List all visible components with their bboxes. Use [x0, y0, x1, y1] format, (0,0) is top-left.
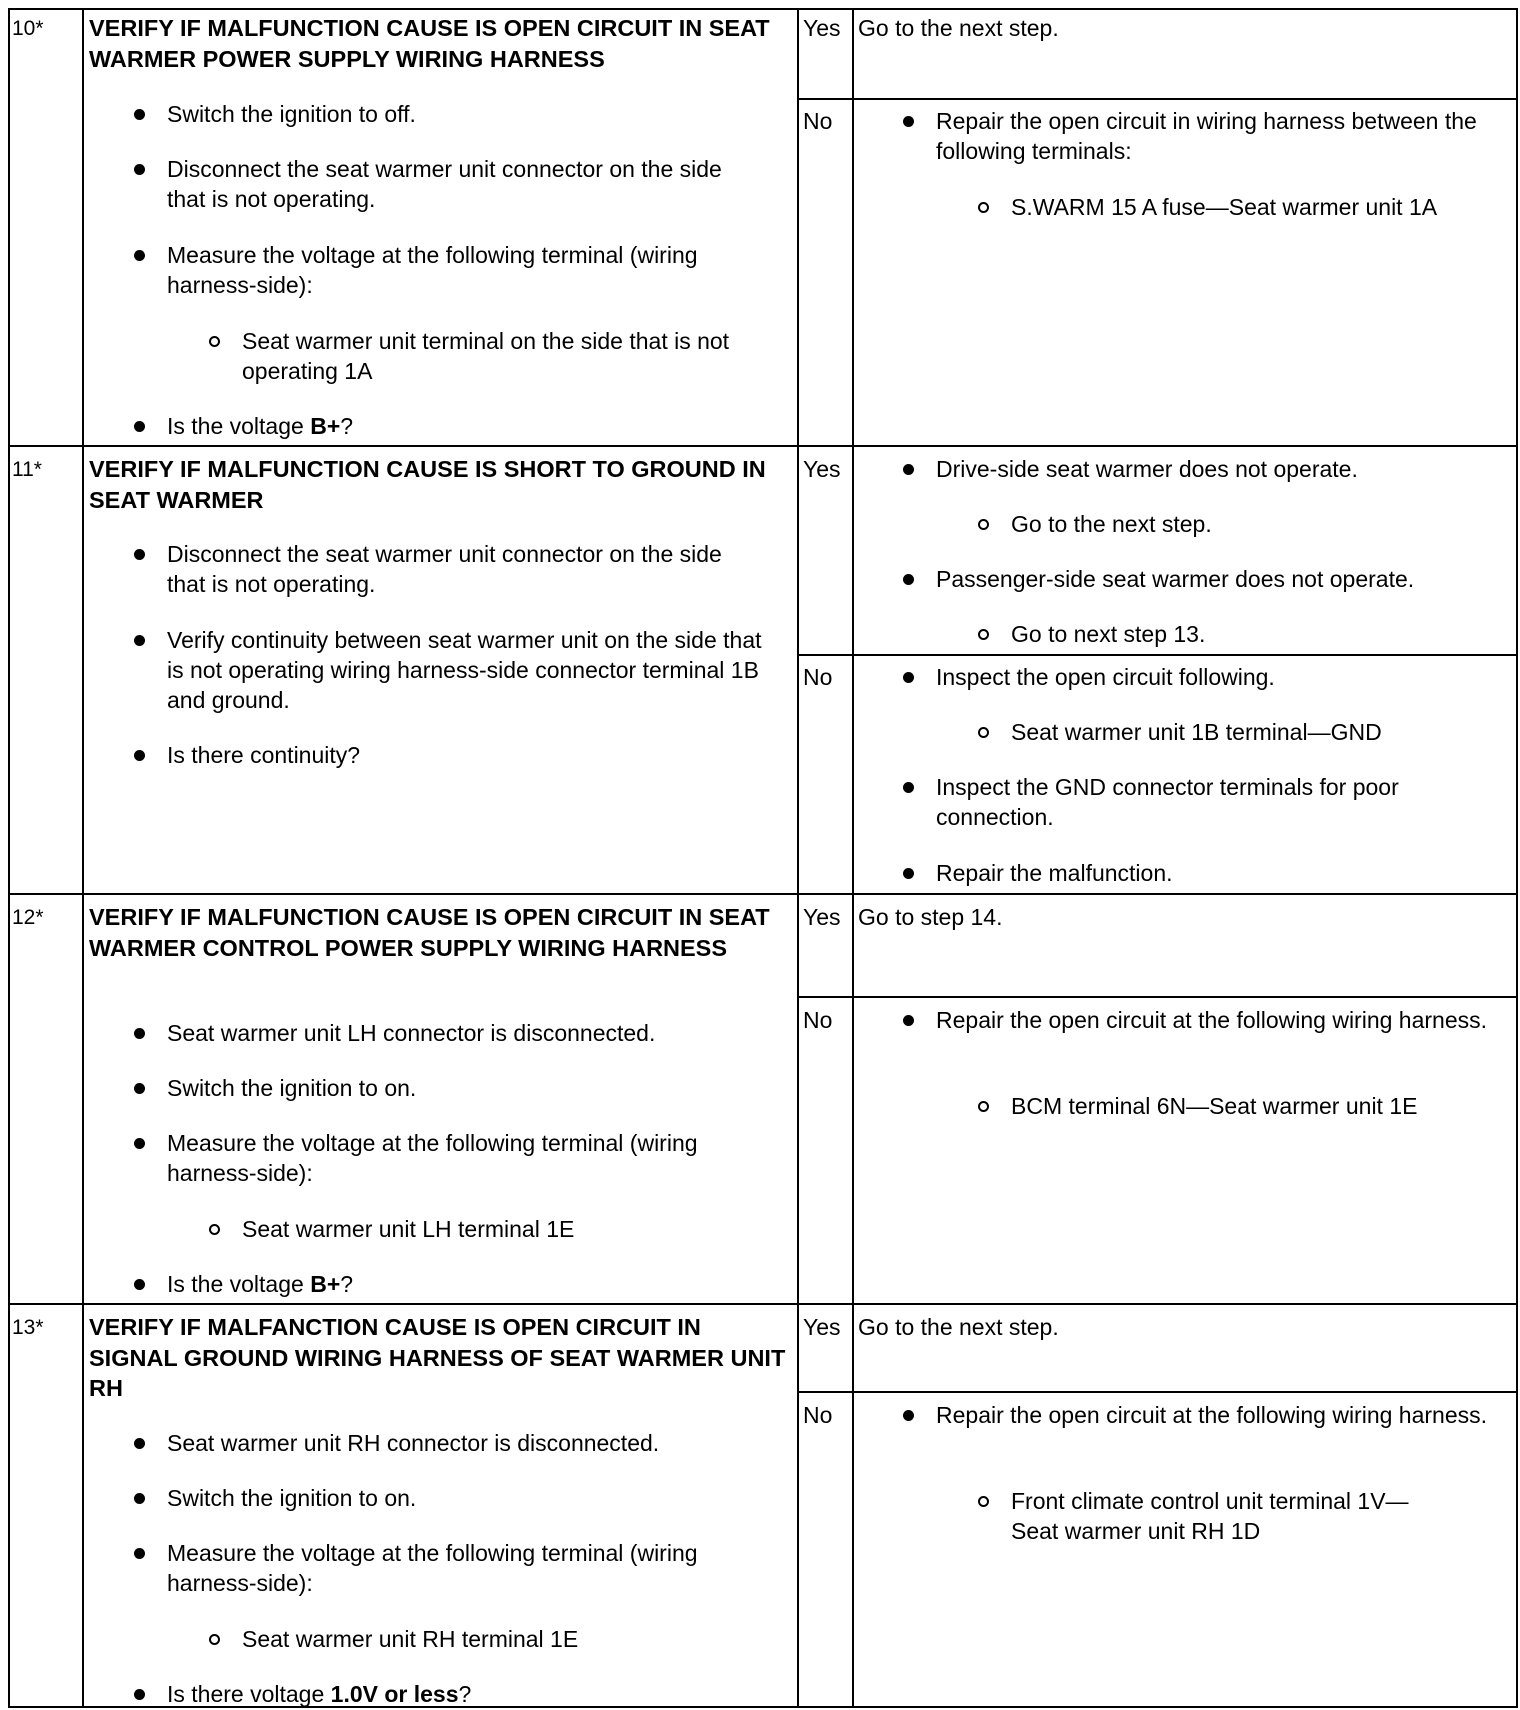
bullet-circle-icon — [209, 1634, 220, 1645]
bullet-circle-icon — [978, 202, 989, 213]
bullet-dot-icon — [134, 109, 145, 120]
bullet-dot-icon — [903, 464, 914, 475]
bullet-circle-icon — [978, 1496, 989, 1507]
action-text: Disconnect the seat warmer unit connector on the side that is not operating. — [167, 541, 722, 597]
yes-sub-bullet-text: Go to the next step. — [1011, 511, 1212, 537]
action-bullet — [134, 1018, 764, 1048]
yes-no-divider — [797, 1391, 1518, 1393]
yes-bullet-text: Passenger-side seat warmer does not operate. — [936, 566, 1415, 592]
yes-label: Yes — [803, 1314, 841, 1340]
bullet-dot-icon — [134, 1438, 145, 1449]
sub-bullet-text: Seat warmer unit terminal on the side that is not operating 1A — [242, 328, 730, 384]
bullet-circle-icon — [978, 519, 989, 530]
bullet-dot-icon — [903, 1015, 914, 1026]
action-text: Measure the voltage at the following terminal (wiring harness-side): — [167, 1130, 698, 1186]
action-text: Seat warmer unit LH connector is disconnected. — [167, 1020, 656, 1046]
no-bullet — [903, 1005, 1503, 1035]
no-bullet — [903, 858, 1503, 888]
no-bullet-text: Inspect the GND connector terminals for poor connection. — [936, 774, 1399, 830]
no-bullet-text: Inspect the open circuit following. — [936, 664, 1275, 690]
yes-no-divider — [797, 98, 1518, 100]
action-text: Measure the voltage at the following terminal (wiring harness-side): — [167, 1540, 698, 1596]
step-number: 10* — [12, 17, 44, 40]
no-bullet — [903, 106, 1503, 166]
sub-bullet-text: Seat warmer unit RH terminal 1E — [242, 1626, 579, 1652]
yes-no-divider — [797, 654, 1518, 656]
action-bullet — [134, 539, 764, 599]
action-text: Verify continuity between seat warmer unit on the side that is not operating wiring harness-side connector terminal 1B and ground. — [167, 627, 762, 713]
bullet-dot-icon — [134, 1493, 145, 1504]
no-sub-bullet-text: BCM terminal 6N—Seat warmer unit 1E — [1011, 1093, 1418, 1119]
bullet-dot-icon — [134, 1689, 145, 1700]
yes-bullet — [903, 564, 1503, 594]
no-sub-bullet-text: Front climate control unit terminal 1V—Seat warmer unit RH 1D — [1011, 1488, 1409, 1544]
question-text: Is the voltage B+? — [167, 413, 354, 439]
bullet-dot-icon — [903, 116, 914, 127]
bullet-dot-icon — [134, 1138, 145, 1149]
no-label: No — [803, 1007, 833, 1033]
bullet-circle-icon — [978, 629, 989, 640]
no-bullet — [903, 1400, 1503, 1430]
action-text: Switch the ignition to on. — [167, 1075, 417, 1101]
bullet-dot-icon — [903, 672, 914, 683]
step-number: 11* — [12, 458, 42, 481]
no-bullet — [903, 772, 1503, 832]
yes-text: Go to the next step. — [858, 1314, 1059, 1340]
bullet-circle-icon — [209, 336, 220, 347]
action-text: Disconnect the seat warmer unit connector on the side that is not operating. — [167, 156, 722, 212]
yes-bullet-text: Drive-side seat warmer does not operate. — [936, 456, 1358, 482]
bullet-dot-icon — [134, 1028, 145, 1039]
bullet-dot-icon — [134, 549, 145, 560]
sub-bullet — [209, 326, 749, 386]
question-text: Is the voltage B+? — [167, 1271, 354, 1297]
action-text: Is there continuity? — [167, 742, 361, 768]
action-bullet — [134, 740, 764, 770]
action-bullet — [134, 1073, 764, 1103]
bullet-dot-icon — [134, 1279, 145, 1290]
yes-text: Go to step 14. — [858, 904, 1003, 930]
action-bullet — [134, 99, 764, 129]
column-divider-action — [852, 8, 854, 1708]
yes-no-divider — [797, 996, 1518, 998]
question-bullet — [134, 411, 764, 441]
yes-sub-bullet-text: Go to next step 13. — [1011, 621, 1206, 647]
action-bullet — [134, 625, 764, 715]
no-bullet-text: Repair the open circuit in wiring harness between the following terminals: — [936, 108, 1477, 164]
question-bullet — [134, 1269, 764, 1299]
action-text: Switch the ignition to on. — [167, 1485, 417, 1511]
bullet-dot-icon — [134, 1548, 145, 1559]
row-divider — [8, 1303, 1518, 1305]
bullet-circle-icon — [978, 727, 989, 738]
bullet-circle-icon — [978, 1101, 989, 1112]
yes-label: Yes — [803, 904, 841, 930]
action-bullet — [134, 1538, 764, 1598]
bullet-dot-icon — [134, 421, 145, 432]
step-title: VERIFY IF MALFANCTION CAUSE IS OPEN CIRCUIT IN SIGNAL GROUND WIRING HARNESS OF SEAT WARMER UNIT RH — [89, 1314, 786, 1401]
action-bullet — [134, 1128, 764, 1188]
yes-label: Yes — [803, 15, 841, 41]
yes-sub-bullet — [978, 619, 1483, 649]
bullet-circle-icon — [209, 1224, 220, 1235]
no-sub-bullet-text: S.WARM 15 A fuse—Seat warmer unit 1A — [1011, 194, 1438, 220]
no-sub-bullet — [978, 192, 1483, 222]
step-title: VERIFY IF MALFUNCTION CAUSE IS OPEN CIRCUIT IN SEAT WARMER CONTROL POWER SUPPLY WIRING HARNESS — [89, 904, 770, 961]
bullet-dot-icon — [134, 750, 145, 761]
step-number: 13* — [12, 1316, 44, 1339]
action-text: Measure the voltage at the following terminal (wiring harness-side): — [167, 242, 698, 298]
yes-bullet — [903, 454, 1503, 484]
bullet-dot-icon — [903, 868, 914, 879]
no-label: No — [803, 1402, 833, 1428]
bullet-dot-icon — [134, 1083, 145, 1094]
step-title: VERIFY IF MALFUNCTION CAUSE IS OPEN CIRCUIT IN SEAT WARMER POWER SUPPLY WIRING HARNESS — [89, 15, 770, 72]
no-sub-bullet — [978, 717, 1483, 747]
step-title: VERIFY IF MALFUNCTION CAUSE IS SHORT TO GROUND IN SEAT WARMER — [89, 456, 766, 513]
sub-bullet — [209, 1624, 749, 1654]
no-sub-bullet-text: Seat warmer unit 1B terminal—GND — [1011, 719, 1382, 745]
no-bullet-text: Repair the open circuit at the following wiring harness. — [936, 1007, 1488, 1033]
row-divider — [8, 445, 1518, 447]
bullet-dot-icon — [903, 1410, 914, 1421]
no-bullet-text: Repair the malfunction. — [936, 860, 1173, 886]
no-label: No — [803, 664, 833, 690]
action-text: Seat warmer unit RH connector is disconnected. — [167, 1430, 660, 1456]
bullet-dot-icon — [134, 635, 145, 646]
yes-text: Go to the next step. — [858, 15, 1059, 41]
column-divider-result — [797, 8, 799, 1708]
column-divider-step — [82, 8, 84, 1708]
no-sub-bullet — [978, 1091, 1498, 1121]
action-bullet — [134, 1428, 764, 1458]
sub-bullet-text: Seat warmer unit LH terminal 1E — [242, 1216, 575, 1242]
bullet-dot-icon — [903, 574, 914, 585]
step-number: 12* — [12, 906, 44, 929]
action-text: Switch the ignition to off. — [167, 101, 416, 127]
action-bullet — [134, 1483, 764, 1513]
bullet-dot-icon — [903, 782, 914, 793]
sub-bullet — [209, 1214, 749, 1244]
yes-sub-bullet — [978, 509, 1483, 539]
action-bullet — [134, 240, 764, 300]
action-bullet — [134, 154, 764, 214]
question-bullet — [134, 1679, 764, 1709]
no-bullet — [903, 662, 1503, 692]
no-sub-bullet — [978, 1486, 1418, 1546]
bullet-dot-icon — [134, 164, 145, 175]
question-text: Is there voltage 1.0V or less? — [167, 1681, 472, 1707]
no-bullet-text: Repair the open circuit at the following wiring harness. — [936, 1402, 1488, 1428]
yes-label: Yes — [803, 456, 841, 482]
row-divider — [8, 893, 1518, 895]
no-label: No — [803, 108, 833, 134]
bullet-dot-icon — [134, 250, 145, 261]
